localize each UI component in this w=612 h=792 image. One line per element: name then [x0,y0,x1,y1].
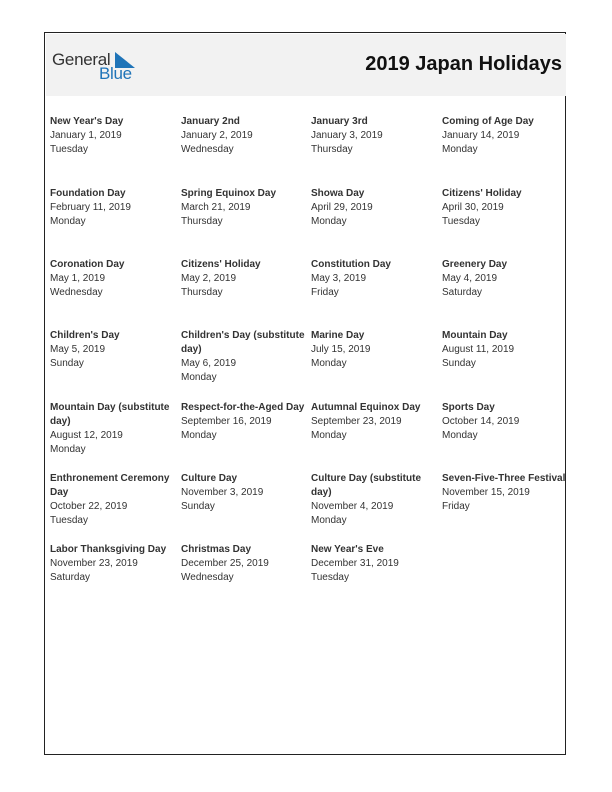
holiday-name: New Year's Day [50,116,124,127]
holiday-entry [442,187,567,229]
holiday-entry [181,187,306,229]
holiday-name: January 3rd [311,116,368,127]
holiday-date: January 2, 2019 [181,130,253,141]
holiday-date: May 3, 2019 [311,273,367,284]
holiday-date: January 3, 2019 [311,130,383,141]
holiday-name: Coronation Day [50,259,125,270]
holiday-weekday: Tuesday [311,572,349,583]
holiday-date: January 1, 2019 [50,130,122,141]
holiday-weekday: Sunday [50,358,84,369]
holiday-date: May 6, 2019 [181,358,237,369]
holiday-name: Culture Day [181,473,238,484]
holiday-date: November 3, 2019 [181,487,264,498]
holiday-entry [311,258,436,300]
holiday-weekday: Monday [311,216,347,227]
holiday-date: May 2, 2019 [181,273,237,284]
holiday-name: Respect-for-the-Aged Day [181,402,305,413]
holiday-entry [50,258,175,300]
holiday-weekday: Sunday [442,358,476,369]
holiday-date: December 25, 2019 [181,558,269,569]
holiday-entry [181,472,306,514]
holiday-entry [442,258,567,300]
logo-general-text: General [52,50,111,69]
holiday-weekday: Thursday [311,144,353,155]
holiday-date: July 15, 2019 [311,344,371,355]
holiday-name: Enthronement Ceremony Day [50,473,170,498]
holiday-date: August 11, 2019 [442,344,515,355]
generalblue-logo [52,50,152,84]
holiday-weekday: Monday [311,430,347,441]
holiday-name: January 2nd [181,116,240,127]
holiday-entry [311,329,436,371]
holiday-entry [181,258,306,300]
holiday-name: Greenery Day [442,259,508,270]
holiday-weekday: Monday [311,358,347,369]
header-band [46,34,566,96]
holiday-entry [311,543,436,585]
holiday-date: November 15, 2019 [442,487,530,498]
holiday-weekday: Wednesday [181,144,234,155]
holiday-name: Sports Day [442,402,495,413]
holiday-weekday: Wednesday [50,287,103,298]
holiday-weekday: Monday [311,515,347,526]
holiday-name: Citizens' Holiday [442,188,522,199]
holiday-name: Autumnal Equinox Day [311,402,421,413]
holiday-date: April 29, 2019 [311,202,373,213]
holiday-date: May 1, 2019 [50,273,106,284]
holiday-weekday: Tuesday [50,144,88,155]
holiday-weekday: Monday [50,216,86,227]
holiday-date: May 4, 2019 [442,273,498,284]
holiday-date: November 4, 2019 [311,501,394,512]
holiday-name: Mountain Day [442,330,508,341]
holiday-entry [181,543,306,585]
holiday-weekday: Tuesday [50,515,88,526]
holiday-name: Constitution Day [311,259,391,270]
holiday-entry [311,115,436,157]
holiday-date: September 16, 2019 [181,416,272,427]
holiday-name: Spring Equinox Day [181,188,277,199]
holiday-entry [311,187,436,229]
holiday-name: Seven-Five-Three Festival [442,473,566,484]
holiday-weekday: Thursday [181,287,223,298]
holiday-entry [442,401,567,443]
holiday-entry [181,401,306,443]
holiday-weekday: Monday [50,444,86,455]
holiday-name: Coming of Age Day [442,116,534,127]
holiday-entry [50,401,175,457]
holiday-weekday: Monday [181,372,217,383]
holiday-name: Citizens' Holiday [181,259,261,270]
holiday-entry [442,329,567,371]
holiday-entry [50,329,175,371]
holiday-entry [181,329,306,385]
holiday-weekday: Monday [181,430,217,441]
holiday-name: Children's Day (substitute day) [181,330,305,355]
holiday-weekday: Sunday [181,501,215,512]
holiday-date: October 14, 2019 [442,416,520,427]
holiday-weekday: Tuesday [442,216,480,227]
holiday-entry [442,472,567,514]
holiday-entry [311,472,436,528]
holiday-weekday: Monday [442,144,478,155]
holiday-name: Foundation Day [50,188,126,199]
holiday-date: February 11, 2019 [50,202,131,213]
holiday-entry [181,115,306,157]
holiday-name: Showa Day [311,188,365,199]
holiday-date: August 12, 2019 [50,430,123,441]
holiday-weekday: Friday [311,287,339,298]
holiday-entry [50,472,175,528]
holiday-date: March 21, 2019 [181,202,251,213]
holiday-weekday: Monday [442,430,478,441]
holiday-name: Children's Day [50,330,120,341]
holiday-weekday: Thursday [181,216,223,227]
holiday-entry [442,115,567,157]
holiday-weekday: Friday [442,501,470,512]
holiday-date: May 5, 2019 [50,344,106,355]
logo-blue-text: Blue [99,64,132,83]
holiday-name: Mountain Day (substitute day) [50,402,170,427]
holiday-name: Marine Day [311,330,365,341]
holiday-date: October 22, 2019 [50,501,128,512]
page-title: 2019 Japan Holidays [365,53,562,75]
holiday-entry [311,401,436,443]
holiday-name: Labor Thanksgiving Day [50,544,167,555]
holiday-weekday: Saturday [442,287,483,298]
holiday-date: January 14, 2019 [442,130,520,141]
holiday-entry [50,115,175,157]
holiday-weekday: Saturday [50,572,91,583]
holiday-name: New Year's Eve [311,544,384,555]
holiday-date: November 23, 2019 [50,558,138,569]
holiday-name: Christmas Day [181,544,252,555]
holiday-date: April 30, 2019 [442,202,504,213]
holiday-name: Culture Day (substitute day) [311,473,422,498]
holiday-entry [50,543,175,585]
holiday-date: September 23, 2019 [311,416,402,427]
holiday-entry [50,187,175,229]
page-frame [44,32,566,755]
holiday-weekday: Wednesday [181,572,234,583]
holiday-date: December 31, 2019 [311,558,399,569]
